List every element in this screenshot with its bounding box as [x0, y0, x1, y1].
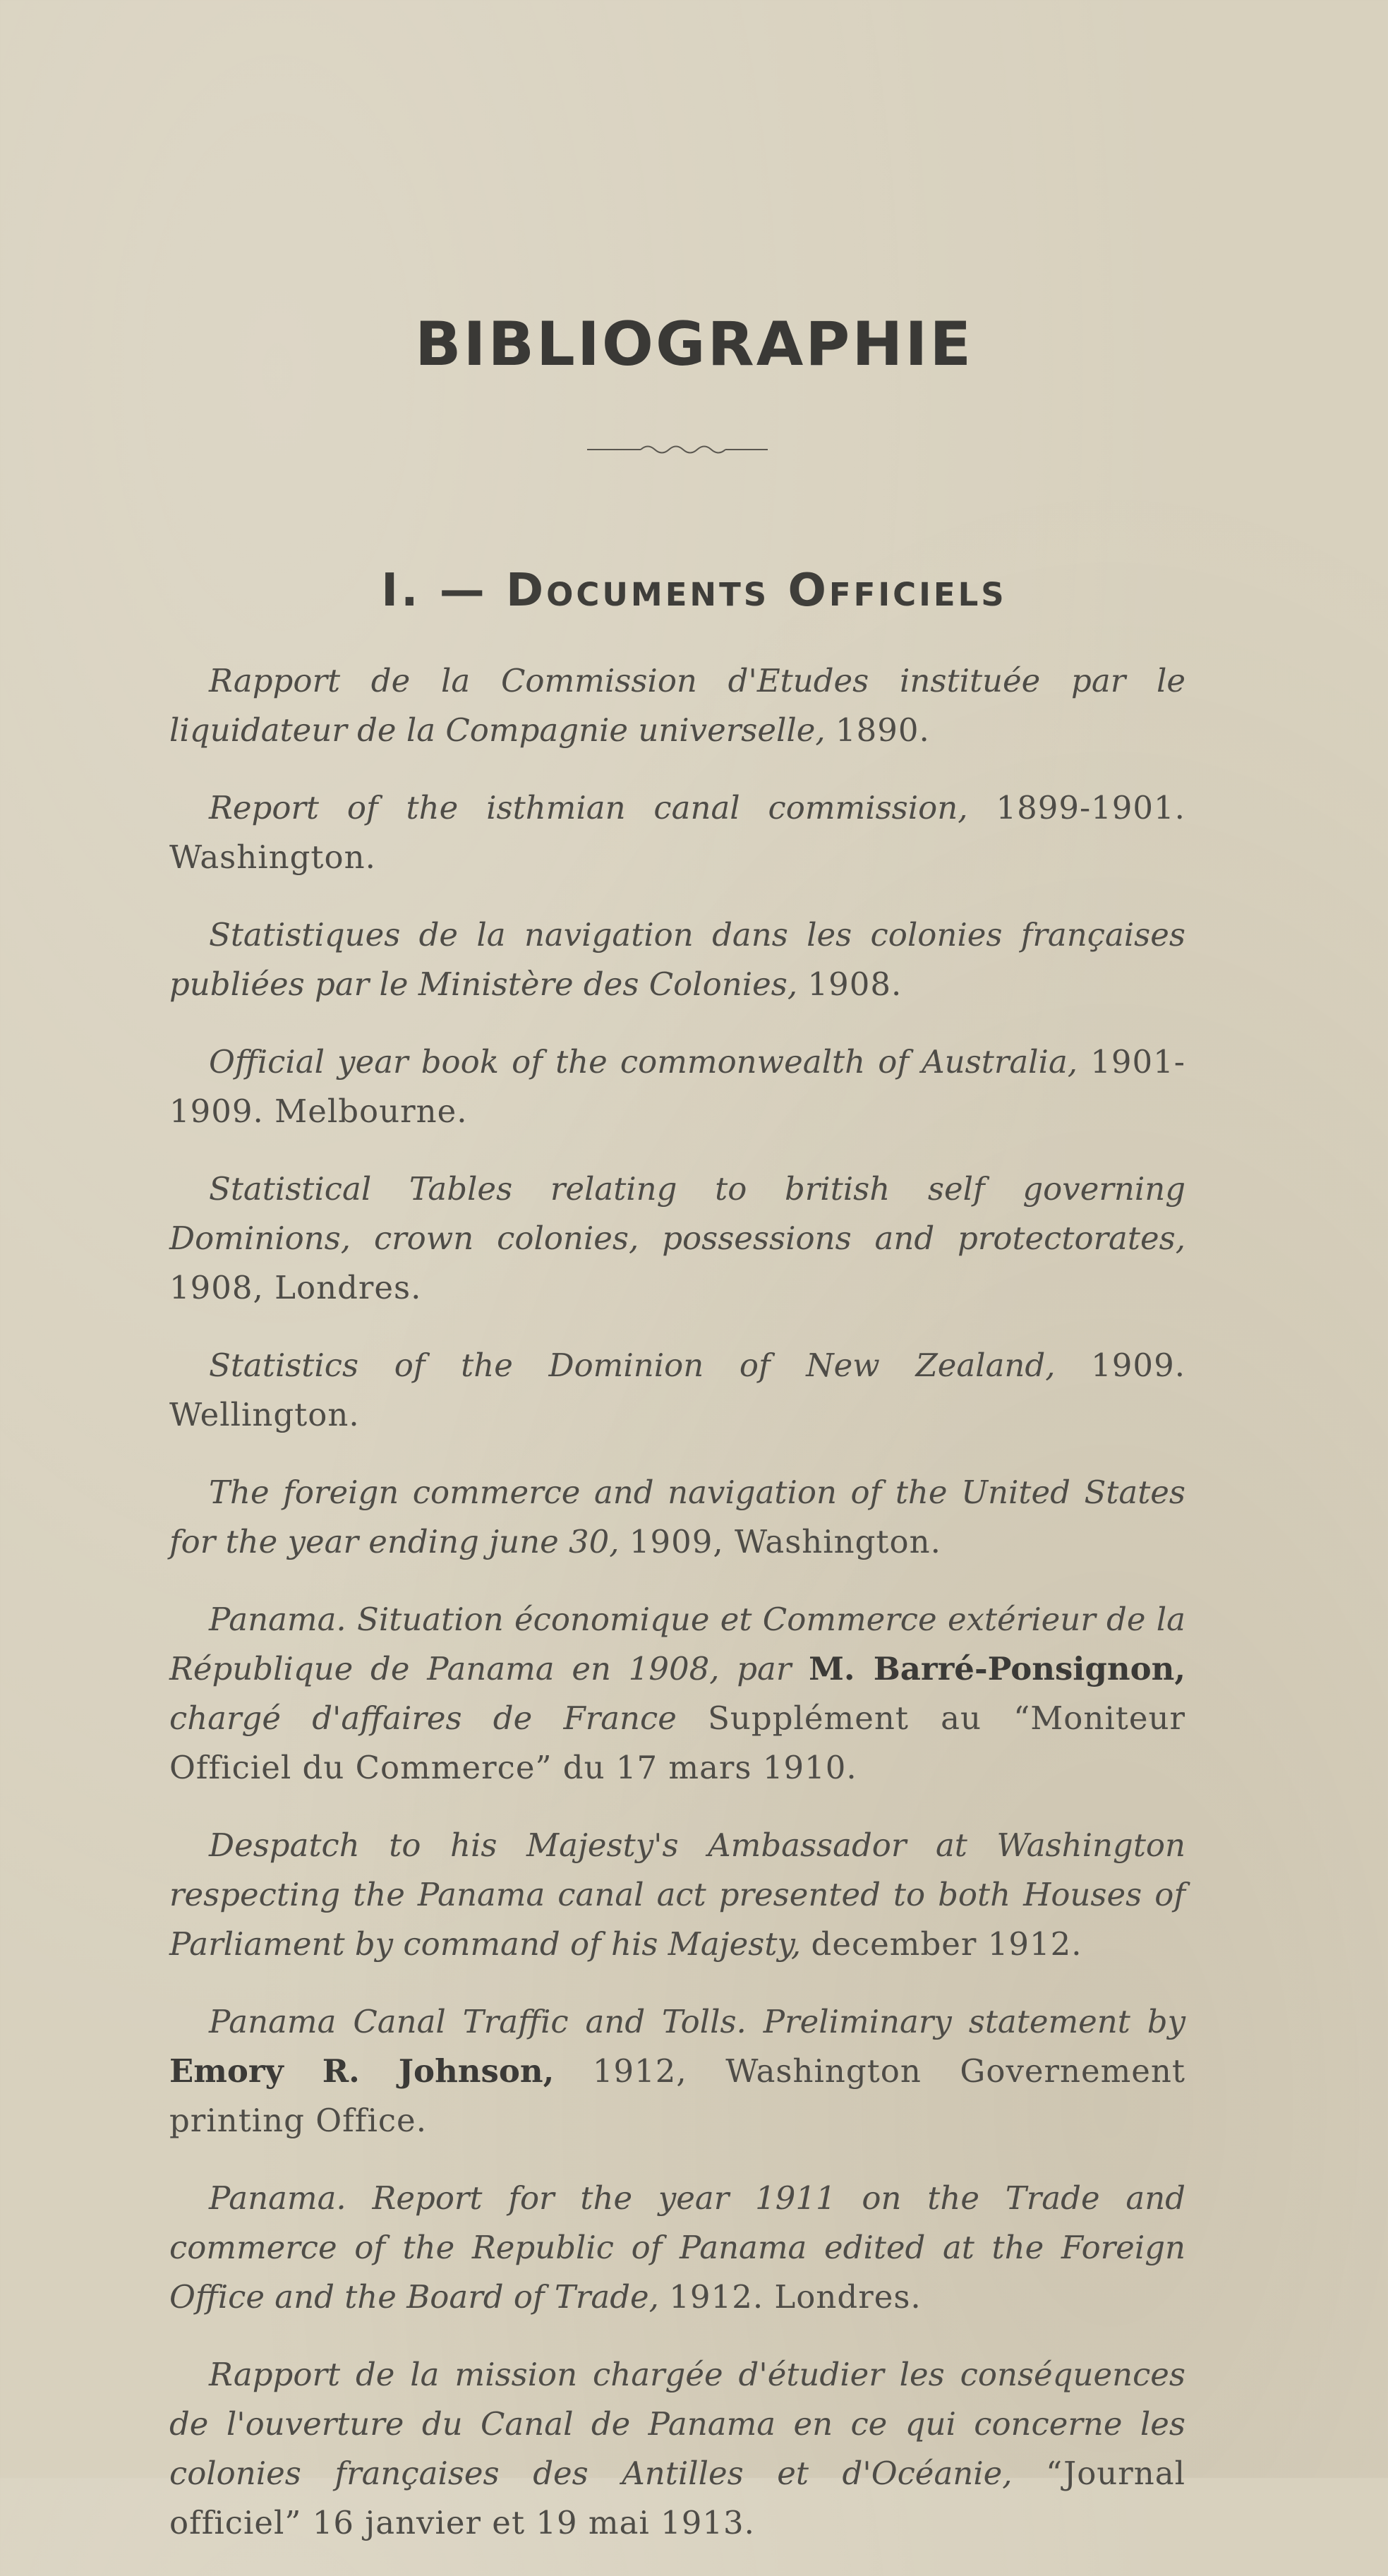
entry-text: “Journal officiel” 16 janvier et 19 mai 1913. — [169, 2455, 1185, 2541]
bibliography-entry — [169, 1341, 1185, 1440]
entry-text: 1899-1901. Washington. — [169, 789, 1185, 876]
entry-text: Statistics of the Dominion of New Zealand, — [209, 1347, 1092, 1384]
entry-text: Statistical Tables relating to british self governing Dominions, crown colonies, possessions and protectorates, — [169, 1170, 1185, 1257]
entry-text: Supplément au “Moniteur Officiel du Commerce” du 17 mars 1910. — [169, 1699, 1185, 1786]
entry-text: 1901-1909. Melbourne. — [169, 1043, 1185, 1130]
bibliography-entry — [169, 1164, 1185, 1313]
bibliography-entry — [169, 1595, 1185, 1793]
entry-text: Despatch to his Majesty's Ambassador at Washington respecting the Panama canal act presented to both Houses of Parliament by command of his Majesty, — [169, 1826, 1185, 1963]
bibliography-entry — [169, 1821, 1185, 1969]
page-title: BIBLIOGRAPHIE — [414, 309, 974, 380]
decorative-ornament — [586, 439, 769, 460]
bibliography-entry — [169, 1468, 1185, 1567]
bibliography-entry — [169, 783, 1185, 882]
entry-text: 1912, Washington Governement printing Office. — [169, 2052, 1186, 2139]
entry-text: 1890. — [835, 711, 930, 749]
bibliography-list — [169, 656, 1185, 2576]
entry-text: december 1912. — [811, 1925, 1082, 1963]
entry-text: The foreign commerce and navigation of the United States for the year ending june 30, — [169, 1474, 1185, 1560]
entry-text: 1909. Wellington. — [169, 1347, 1185, 1433]
entry-text: Panama. Situation économique et Commerce extérieur de la République de Panama en 1908, par — [169, 1601, 1185, 1687]
entry-text: chargé d'affaires de France — [169, 1699, 708, 1737]
bibliography-entry — [169, 2174, 1185, 2322]
entry-text: Panama. Report for the year 1911 on the Trade and commerce of the Republic of Panama edited at the Foreign Office and the Board of Trade, — [169, 2179, 1185, 2316]
entry-text: Panama Canal Traffic and Tolls. Preliminary statement by — [209, 2003, 1185, 2040]
bibliography-entry — [169, 1037, 1185, 1136]
entry-text: Official year book of the commonwealth of Australia, — [209, 1043, 1091, 1081]
bibliography-entry — [169, 1997, 1185, 2145]
bibliography-entry — [169, 656, 1185, 755]
entry-text: 1909, Washington. — [629, 1523, 941, 1560]
section-heading: I. — Documents Officiels — [381, 565, 1007, 617]
entry-text: Rapport de la Commission d'Etudes instituée par le liquidateur de la Compagnie universelle, — [169, 662, 1185, 749]
entry-text: M. Barré-Ponsignon, — [809, 1650, 1185, 1687]
entry-text: Emory R. Johnson, — [169, 2052, 555, 2090]
entry-text: Rapport de la mission chargée d'étudier les conséquences de l'ouverture du Canal de Panama en ce qui concerne les colonies françaises des Antilles et d'Océanie, — [169, 2356, 1185, 2492]
entry-text: 1908, Londres. — [169, 1269, 422, 1306]
entry-text: Report of the isthmian canal commission, — [209, 789, 996, 826]
bibliography-entry — [169, 2350, 1185, 2548]
entry-text: 1912. Londres. — [669, 2278, 922, 2316]
entry-text: 1908. — [807, 965, 903, 1003]
entry-text: Statistiques de la navigation dans les colonies françaises publiées par le Ministère des Colonies, — [169, 916, 1185, 1003]
bibliography-entry — [169, 910, 1185, 1009]
